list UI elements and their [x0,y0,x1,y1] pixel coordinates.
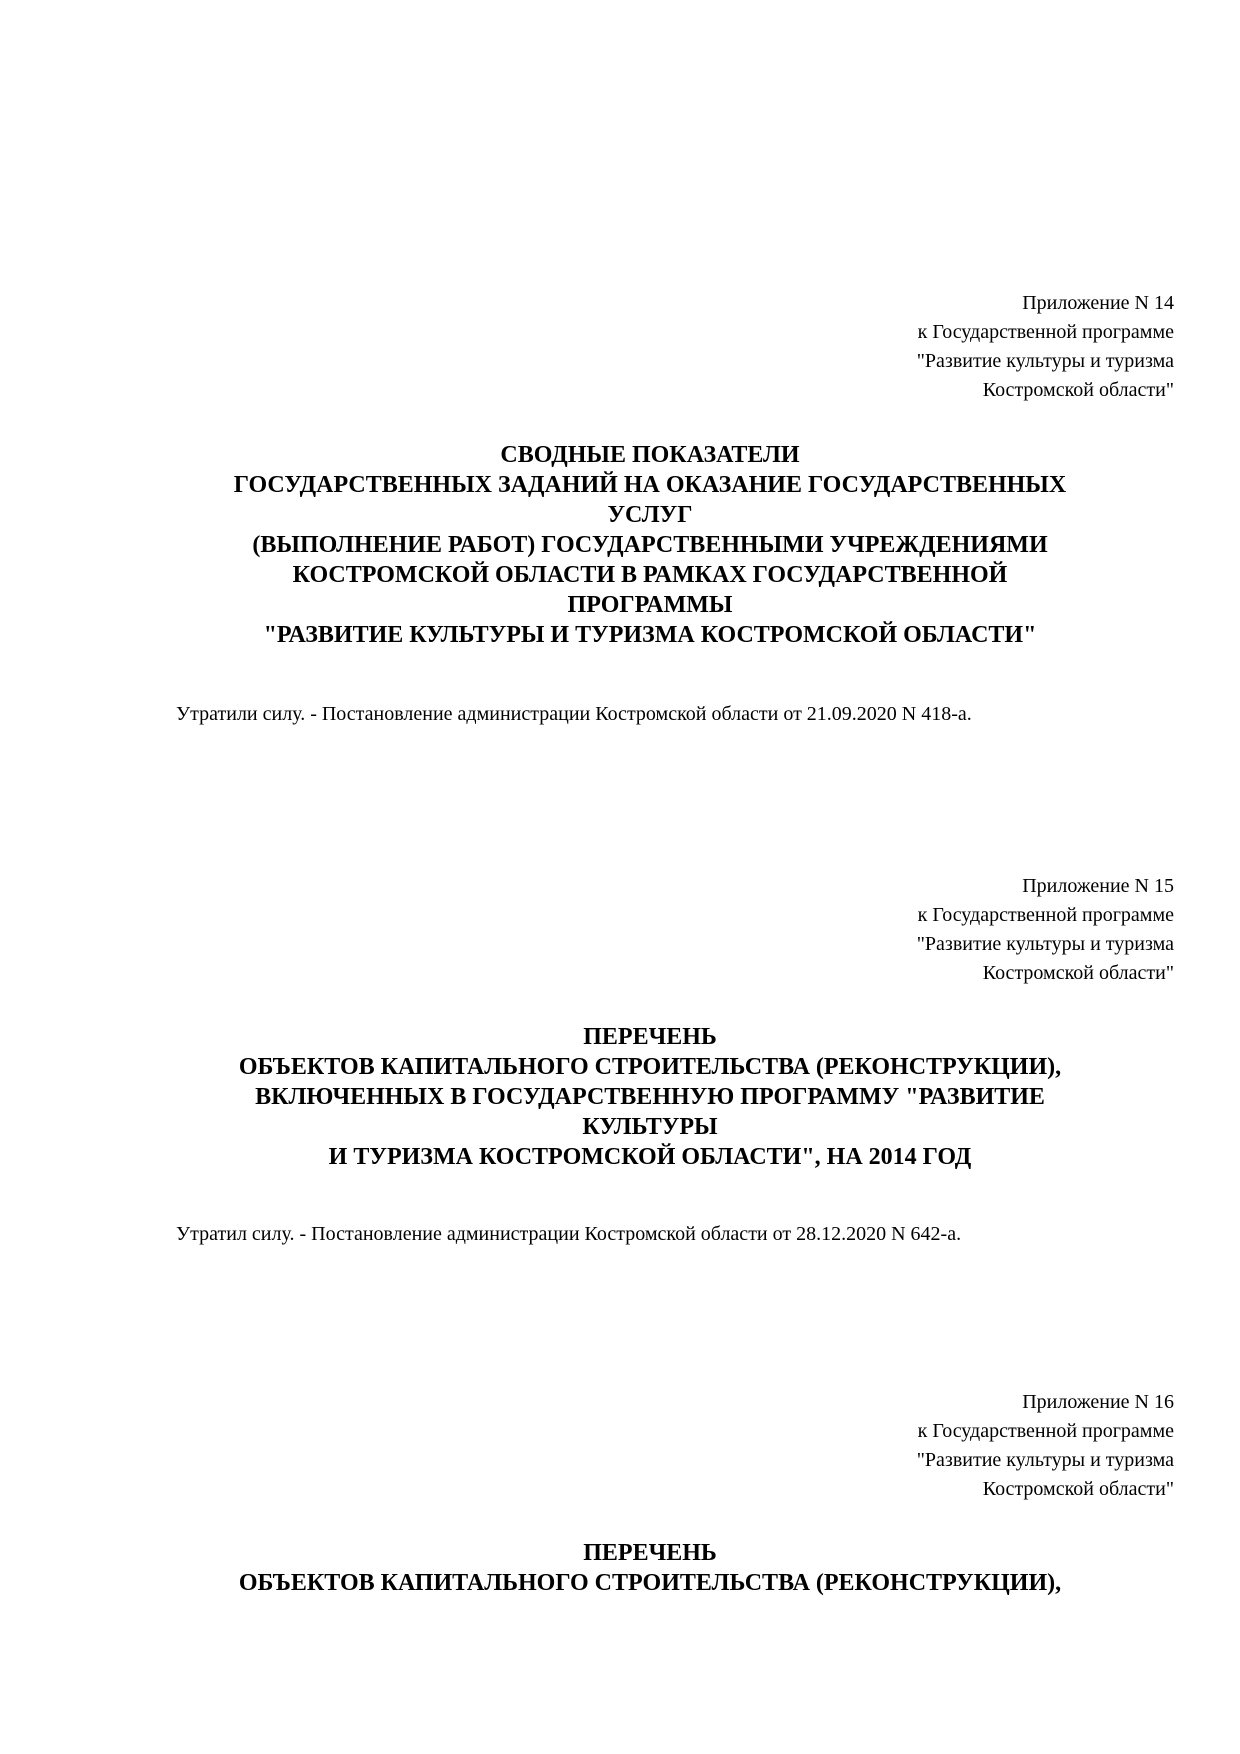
appendix-line: "Развитие культуры и туризма [916,1449,1174,1471]
appendix-line: к Государственной программе [917,1420,1174,1442]
appendix-number: Приложение N 14 [1022,292,1174,314]
title-line: "РАЗВИТИЕ КУЛЬТУРЫ И ТУРИЗМА КОСТРОМСКОЙ ОБЛАСТИ" [263,622,1037,648]
appendix-line: Костромской области" [982,962,1174,984]
title-line: ВКЛЮЧЕННЫХ В ГОСУДАРСТВЕННУЮ ПРОГРАММУ "РАЗВИТИЕ [255,1084,1045,1110]
appendix-line: к Государственной программе [917,321,1174,343]
appendix-line: "Развитие культуры и туризма [916,350,1174,372]
appendix-number: Приложение N 16 [1022,1391,1174,1413]
title-line: ПЕРЕЧЕНЬ [583,1540,717,1566]
title-line: (ВЫПОЛНЕНИЕ РАБОТ) ГОСУДАРСТВЕННЫМИ УЧРЕЖДЕНИЯМИ [252,532,1048,558]
title-line: И ТУРИЗМА КОСТРОМСКОЙ ОБЛАСТИ", НА 2014 ГОД [328,1144,972,1170]
repeal-note-15: Утратил силу. - Постановление администрации Костромской области от 28.12.2020 N 642-а. [176,1223,962,1245]
appendix-number: Приложение N 15 [1022,875,1174,897]
title-line: ОБЪЕКТОВ КАПИТАЛЬНОГО СТРОИТЕЛЬСТВА (РЕКОНСТРУКЦИИ), [238,1570,1062,1596]
title-line: СВОДНЫЕ ПОКАЗАТЕЛИ [500,442,800,468]
appendix-15-title [120,1022,1180,1172]
appendix-line: Костромской области" [982,1478,1174,1500]
appendix-16-header [917,1388,1174,1504]
appendix-line: Костромской области" [982,379,1174,401]
title-line: КУЛЬТУРЫ [582,1114,718,1140]
appendix-14-title [120,440,1180,650]
appendix-line: к Государственной программе [917,904,1174,926]
appendix-14-header [917,289,1174,405]
title-line: ПРОГРАММЫ [567,592,733,618]
appendix-line: "Развитие культуры и туризма [916,933,1174,955]
title-line: ГОСУДАРСТВЕННЫХ ЗАДАНИЙ НА ОКАЗАНИЕ ГОСУДАРСТВЕННЫХ [233,472,1067,498]
repeal-note-14: Утратили силу. - Постановление администрации Костромской области от 21.09.2020 N 418-а. [176,703,972,725]
appendix-16-title [120,1538,1180,1598]
title-line: УСЛУГ [607,502,693,528]
title-line: ОБЪЕКТОВ КАПИТАЛЬНОГО СТРОИТЕЛЬСТВА (РЕКОНСТРУКЦИИ), [238,1054,1062,1080]
title-line: ПЕРЕЧЕНЬ [583,1024,717,1050]
title-line: КОСТРОМСКОЙ ОБЛАСТИ В РАМКАХ ГОСУДАРСТВЕННОЙ [292,562,1008,588]
appendix-15-header [917,872,1174,988]
